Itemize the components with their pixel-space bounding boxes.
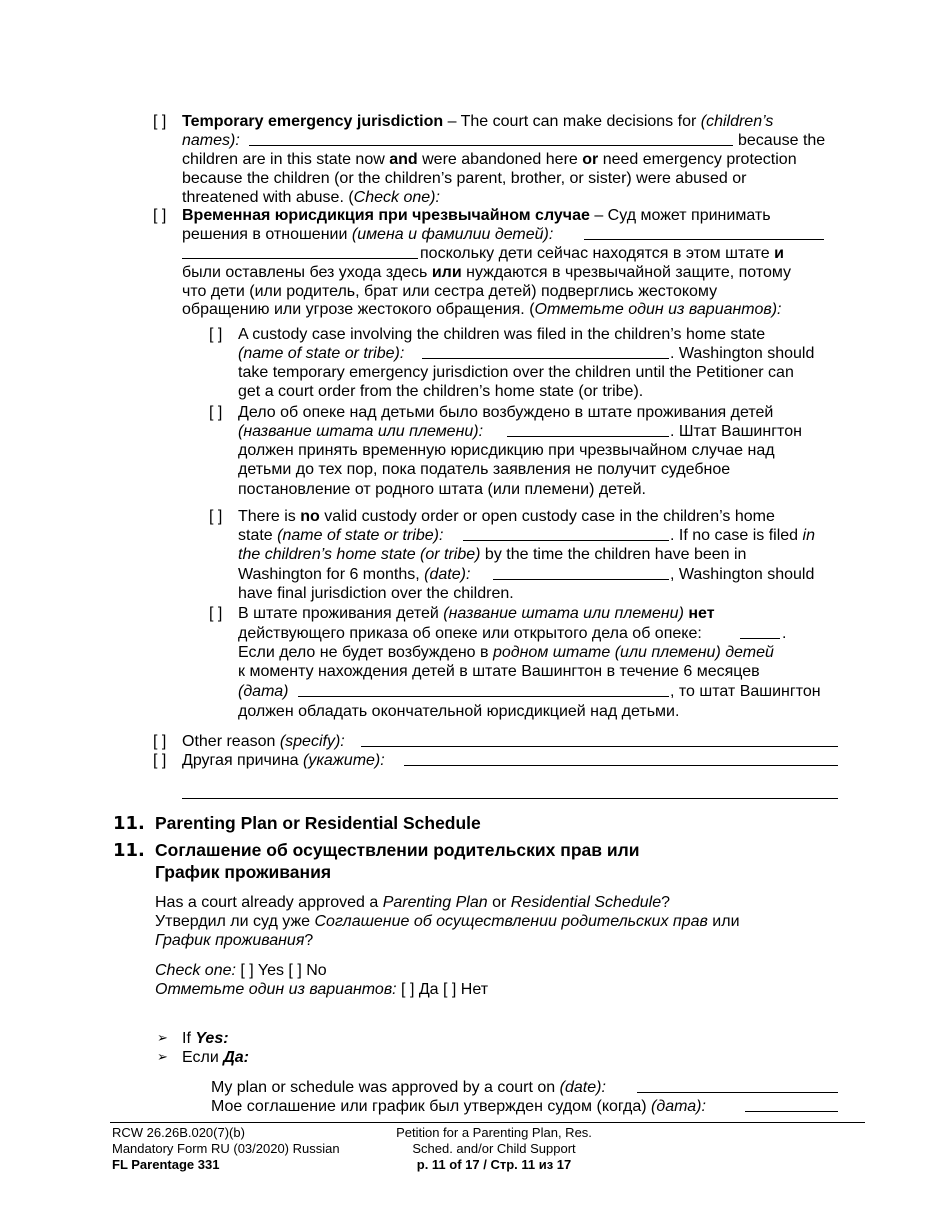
question-ru-1: Утвердил ли суд уже Соглашение об осуществлении родительских прав или <box>155 913 740 930</box>
case-filed-ru-label: (название штата или племени): <box>238 423 484 440</box>
state-tribe-field-no-case-ru[interactable] <box>740 624 780 639</box>
section-number-ru: 11. <box>113 840 145 861</box>
footer-form-code: FL Parentage 331 <box>112 1157 220 1172</box>
no-case-ru-line-4: к моменту нахождения детей в штате Вашингтон в течение 6 месяцев <box>238 663 760 680</box>
other-reason-field-en[interactable] <box>361 732 838 747</box>
section-11-title-en: Parenting Plan or Residential Schedule <box>155 813 481 833</box>
checkbox-temp-emergency-ru[interactable]: [ ] <box>153 207 167 224</box>
no-case-en-line-4: Washington for 6 months, (date): <box>238 566 471 583</box>
children-names-field-ru-2[interactable] <box>182 244 418 259</box>
checkbox-case-filed-ru[interactable]: [ ] <box>209 404 223 421</box>
footer-rcw: RCW 26.26B.020(7)(b) <box>112 1125 245 1140</box>
no-case-ru-line-6: должен обладать окончательной юрисдикцией над детьми. <box>238 703 680 720</box>
question-ru-2: График проживания? <box>155 932 314 949</box>
no-case-en-line-5: have final jurisdiction over the children. <box>238 585 514 602</box>
case-filed-en-line-2b: . Washington should <box>670 345 815 362</box>
other-reason-en-label: Other reason (specify): <box>182 733 345 750</box>
checkbox-temp-emergency-en[interactable]: [ ] <box>153 113 167 130</box>
other-reason-ru-label: Другая причина (укажите): <box>182 752 385 769</box>
no-case-ru-line-1: В штате проживания детей (название штата или племени) нет <box>238 605 715 622</box>
case-filed-en-line-3: take temporary emergency jurisdiction over the children until the Petitioner can <box>238 364 794 381</box>
section-number-en: 11. <box>113 813 145 834</box>
temp-emergency-title-en: Temporary emergency jurisdiction <box>182 113 444 130</box>
checkbox-case-filed-en[interactable]: [ ] <box>209 326 223 343</box>
no-case-ru-period: . <box>782 625 787 642</box>
footer-divider <box>110 1122 865 1123</box>
no-case-ru-line-3: Если дело не будет возбуждено в родном штате (или племени) детей <box>238 644 774 661</box>
case-filed-ru-line-4: детьми до тех пор, пока податель заявления не получит судебное <box>238 461 731 478</box>
no-case-en-line-4b: , Washington should <box>670 566 815 583</box>
checkbox-no-case-en[interactable]: [ ] <box>209 508 223 525</box>
checkbox-no-case-ru[interactable]: [ ] <box>209 605 223 622</box>
no-case-en-line-2b: . If no case is filed in <box>670 527 815 544</box>
temp-emergency-ru-line-3: поскольку дети сейчас находятся в этом штате и <box>420 245 784 262</box>
temp-emergency-en-line-5: threatened with abuse. (Check one): <box>182 189 440 206</box>
case-filed-ru-line-2b: . Штат Вашингтон <box>670 423 802 440</box>
question-en: Has a court already approved a Parenting Plan or Residential Schedule? <box>155 894 671 911</box>
temp-emergency-en-because: because the <box>738 132 826 149</box>
no-case-ru-line-2: действующего приказа об опеке или открытого дела об опеке: <box>238 625 702 642</box>
case-filed-en-line-4: get a court order from the children’s home state (or tribe). <box>238 383 644 400</box>
arrow-bullet-icon: ➢ <box>157 1031 168 1046</box>
temp-emergency-ru-line-6: обращению или угрозе жестокого обращения. (Отметьте один из вариантов): <box>182 301 782 318</box>
date-field-no-case-en[interactable] <box>493 565 669 580</box>
approved-en-label: My plan or schedule was approved by a court on (date): <box>211 1079 606 1096</box>
temp-emergency-en-line-2: names): <box>182 132 240 149</box>
if-yes-en: If Yes: <box>182 1030 229 1047</box>
approved-date-field-ru[interactable] <box>745 1097 838 1112</box>
temp-emergency-en-line-3: children are in this state now and were abandoned here or need emergency protection <box>182 151 797 168</box>
section-11-title-ru-2: График проживания <box>155 862 332 882</box>
case-filed-ru-line-3: должен принять временную юрисдикцию при чрезвычайном случае над <box>238 442 775 459</box>
approved-date-field-en[interactable] <box>637 1078 838 1093</box>
yes-no-checkboxes-en[interactable]: [ ] Yes [ ] No <box>235 962 327 979</box>
approved-ru-label: Мое соглашение или график был утвержден судом (когда) (дата): <box>211 1098 706 1115</box>
section-11-title-ru-1: Соглашение об осуществлении родительских прав или <box>155 840 640 860</box>
case-filed-ru-line-1: Дело об опеке над детьми было возбуждено в штате проживания детей <box>238 404 774 421</box>
state-tribe-field-no-case-en[interactable] <box>463 526 669 541</box>
temp-emergency-ru-line-4: были оставлены без ухода здесь или нуждаются в чрезвычайной защите, потому <box>182 264 792 281</box>
no-case-en-line-3: the children’s home state (or tribe) by the time the children have been in <box>238 546 747 563</box>
case-filed-en-label: (name of state or tribe): <box>238 345 405 362</box>
temp-emergency-title-ru: Временная юрисдикция при чрезвычайном случае <box>182 207 590 224</box>
state-tribe-field-filed-ru[interactable] <box>507 422 669 437</box>
checkbox-other-reason-ru[interactable]: [ ] <box>153 752 167 769</box>
children-names-field-ru[interactable] <box>584 225 824 240</box>
temp-emergency-ru-line-5: что дети (или родитель, брат или сестра детей) подверглись жестокому <box>182 283 718 300</box>
yes-no-checkboxes-ru[interactable]: [ ] Да [ ] Нет <box>396 981 489 998</box>
no-case-ru-date-label: (дата) <box>238 683 289 700</box>
case-filed-ru-line-5: постановление от родного штата (или племени) детей. <box>238 481 646 498</box>
check-one-ru[interactable]: Отметьте один из вариантов: [ ] Да [ ] Нет <box>155 981 489 998</box>
other-reason-field-ru[interactable] <box>404 751 838 766</box>
case-filed-en-line-1: A custody case involving the children was filed in the children’s home state <box>238 326 766 343</box>
temp-emergency-ru-line-2: решения в отношении (имена и фамилии детей): <box>182 226 554 243</box>
footer-title-2: Sched. and/or Child Support <box>412 1141 576 1156</box>
temp-emergency-en-line-4: because the children (or the children’s parent, brother, or sister) were abused or <box>182 170 747 187</box>
state-tribe-field-filed-en[interactable] <box>422 344 669 359</box>
footer-form-id: Mandatory Form RU (03/2020) Russian <box>112 1141 340 1156</box>
other-reason-extra-line[interactable] <box>182 798 838 799</box>
if-yes-ru: Если Да: <box>182 1049 249 1066</box>
footer-page-number: p. 11 of 17 / Стр. 11 из 17 <box>416 1157 572 1172</box>
arrow-bullet-icon: ➢ <box>157 1050 168 1065</box>
no-case-en-line-2: state (name of state or tribe): <box>238 527 444 544</box>
check-one-en[interactable]: Check one: [ ] Yes [ ] No <box>155 962 327 979</box>
children-names-field-en[interactable] <box>249 131 733 146</box>
no-case-ru-line-5b: , то штат Вашингтон <box>670 683 821 700</box>
date-field-no-case-ru[interactable] <box>298 682 669 697</box>
no-case-en-line-1: There is no valid custody order or open custody case in the children’s home <box>238 508 775 525</box>
temp-emergency-en-line-1: Temporary emergency jurisdiction – The court can make decisions for (children’s <box>182 113 774 130</box>
checkbox-other-reason-en[interactable]: [ ] <box>153 733 167 750</box>
temp-emergency-ru-line-1: Временная юрисдикция при чрезвычайном случае – Суд может принимать <box>182 207 771 224</box>
footer-title-1: Petition for a Parenting Plan, Res. <box>396 1125 592 1140</box>
